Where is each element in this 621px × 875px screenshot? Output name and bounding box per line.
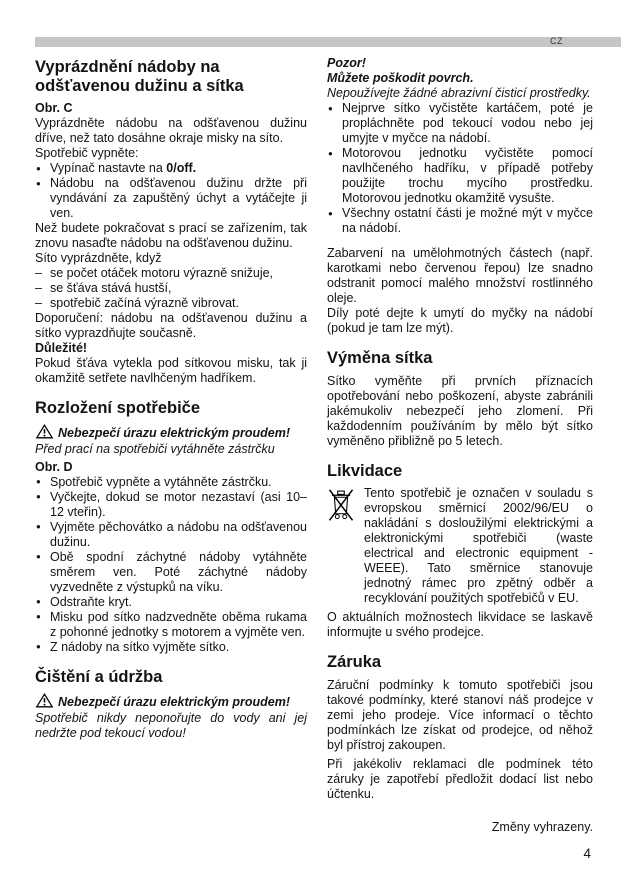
section-title-sieve-replacement: Výměna sítka (327, 349, 433, 367)
paragraph-reinsert-container: Než budete pokračovat s prací se zařízením, tak znovu nasaďte nádobu na odšťavenou dužinu. (35, 221, 307, 251)
paragraph-wipe-juice: Pokud šťáva vytekla pod sítkovou misku, tak ji okamžitě setřete navlhčeným hadříkem. (35, 356, 307, 386)
emptying-bullet-list (35, 161, 307, 221)
language-tag: CZ (550, 36, 563, 46)
page-number: 4 (583, 846, 591, 861)
figure-label-c: Obr. C (35, 101, 73, 116)
warning-icon (35, 693, 54, 708)
section-title-cleaning: Čištění a údržba (35, 667, 163, 686)
figure-label-d: Obr. D (35, 459, 73, 474)
paragraph-sieve-replacement: Sítko vyměňte při prvních příznacích opotřebování nebo poškození, abyste zabránili jakémukoliv nebezpečí jeho zlomení. Při každodenním používáním by mělo být sítko vyměněno přibližně po 5 letech. (327, 373, 593, 448)
warning-icon (35, 424, 54, 439)
warning-text: Nebezpečí úrazu elektrickým proudem! (58, 694, 291, 709)
section-title-disassembly: Rozložení spotřebiče (35, 399, 201, 418)
paragraph-switch-off: Spotřebič vypněte: (35, 146, 139, 161)
weee-crossed-bin-icon (327, 486, 355, 606)
section-title-disposal: Likvidace (327, 461, 403, 480)
caution-note: Nepoužívejte žádné abrazivní čisticí prostředky. (327, 86, 591, 100)
bullet-item: ● Z nádoby na sítko vyjměte sítko. (35, 640, 307, 655)
bullet-item-pulp-container: ● Nádobu na odšťavenou dužinu držte při vyndávání za zapuštěný úchyt a vytáčejte ji ven. (35, 176, 307, 221)
warning-text: Nebezpečí úrazu elektrickým proudem! (58, 425, 291, 440)
paragraph-warranty-terms: Záruční podmínky k tomuto spotřebiči jsou takové podmínky, které stanoví náš prodejce v zemi jeho prodeje. Více informací o těchto podmínkách lze získat od prodejce, od něhož byl přístroj zakoupen. (327, 677, 593, 752)
dash-item-vibration: – spotřebič začíná výrazně vibrovat. (35, 296, 307, 311)
bullet-item-switch-position (35, 161, 307, 176)
paragraph-discoloration: Zabarvení na umělohmotných částech (např. karotkami nebo červenou řepou) lze snadno odstranit pomocí malého množství rostlinného oleje. (327, 246, 593, 305)
paragraph-empty-sieve-when: Síto vyprázdněte, když (35, 251, 162, 266)
warning-subtext: Spotřebič nikdy neponořujte do vody ani jej nedržte pod tekoucí vodou! (35, 710, 307, 740)
dash-item-juice-thick: – se šťáva stává hustší, (35, 281, 307, 296)
disassembly-bullet-list (35, 475, 307, 655)
bullet-text: Vypínač nastavte na (50, 161, 167, 176)
bullet-item: ● Všechny ostatní části je možné mýt v myčce na nádobí. (327, 206, 593, 236)
paragraph-dishwasher: Díly poté dejte k umytí do myčky na nádobí (pokud je tam lze mýt). (327, 306, 593, 335)
paragraph-weee-directive: Tento spotřebič je označen v souladu s evropskou směrnicí 2002/96/EU o nakládání s dosloužilými elektrickými a elektronickými spotřebiči (waste electrical and electronic equipment - WEEE). Tato směrnice stanovuje jednotný rámec pro zpětný odběr a recyklování použitých spotřebičů v EU. (364, 486, 593, 606)
bullet-item: ● Misku pod sítko nadzvedněte oběma rukama z pohonné jednotky s motorem a vyjměte ven. (35, 610, 307, 640)
weee-block (327, 486, 593, 606)
paragraph-recommendation: Doporučení: nádobu na odšťavenou dužinu a sítko vyprazdňujte současně. (35, 311, 307, 341)
warning-row (35, 693, 307, 710)
bullet-item: ● Spotřebič vypněte a vytáhněte zástrčku. (35, 475, 307, 490)
left-column (35, 56, 307, 835)
paragraph-empty-before-full: Vyprázdněte nádobu na odšťavenou dužinu dříve, než tato dosáhne okraje misky na síto. (35, 116, 307, 146)
important-label: Důležité! (35, 341, 88, 356)
bullet-item: ● Motorovou jednotku vyčistěte pomocí navlhčeného hadříku, v případě potřeby použijte trochu mycího prostředku. Motorovou jednotku okamžitě vysušte. (327, 146, 593, 206)
paragraph-warranty-claim: Při jakékoliv reklamaci dle podmínek této záruky je zapotřebí předložit dodací list nebo účtenku. (327, 756, 593, 801)
warning-subtext: Před prací na spotřebiči vytáhněte zástrčku (35, 441, 275, 456)
caution-subtitle: Můžete poškodit povrch. (327, 71, 474, 85)
dash-item-motor-speed: – se počet otáček motoru výrazně snižuje, (35, 266, 307, 281)
warning-row (35, 424, 307, 441)
sieve-conditions-list (35, 266, 307, 311)
bullet-item: ● Vyjměte pěchovátko a nádobu na odšťavenou dužinu. (35, 520, 307, 550)
section-title-emptying: Vyprázdnění nádoby na odšťavenou dužinu a sítka (35, 58, 244, 95)
bullet-item: ● Obě spodní záchytné nádoby vytáhněte směrem ven. Poté záchytné nádoby vyzvedněte z výstupků na víku. (35, 550, 307, 595)
bullet-text-bold: 0/off. (166, 161, 197, 176)
bullet-item: ● Nejprve sítko vyčistěte kartáčem, poté je propláchněte pod tekoucí vodou nebo jej umyjte v myčce na nádobí. (327, 101, 593, 146)
two-column-layout (35, 56, 593, 835)
bullet-item: ● Odstraňte kryt. (35, 595, 307, 610)
bullet-item: ● Vyčkejte, dokud se motor nezastaví (asi 10–12 vteřin). (35, 490, 307, 520)
changes-reserved-note: Změny vyhrazeny. (491, 819, 593, 834)
cleaning-bullet-list (327, 101, 593, 236)
caution-title: Pozor! (327, 56, 366, 70)
right-column (327, 56, 593, 835)
header-bar (35, 37, 621, 47)
paragraph-disposal-info: O aktuálních možnostech likvidace se laskavě informujte u svého prodejce. (327, 610, 593, 640)
section-title-warranty: Záruka (327, 653, 382, 672)
